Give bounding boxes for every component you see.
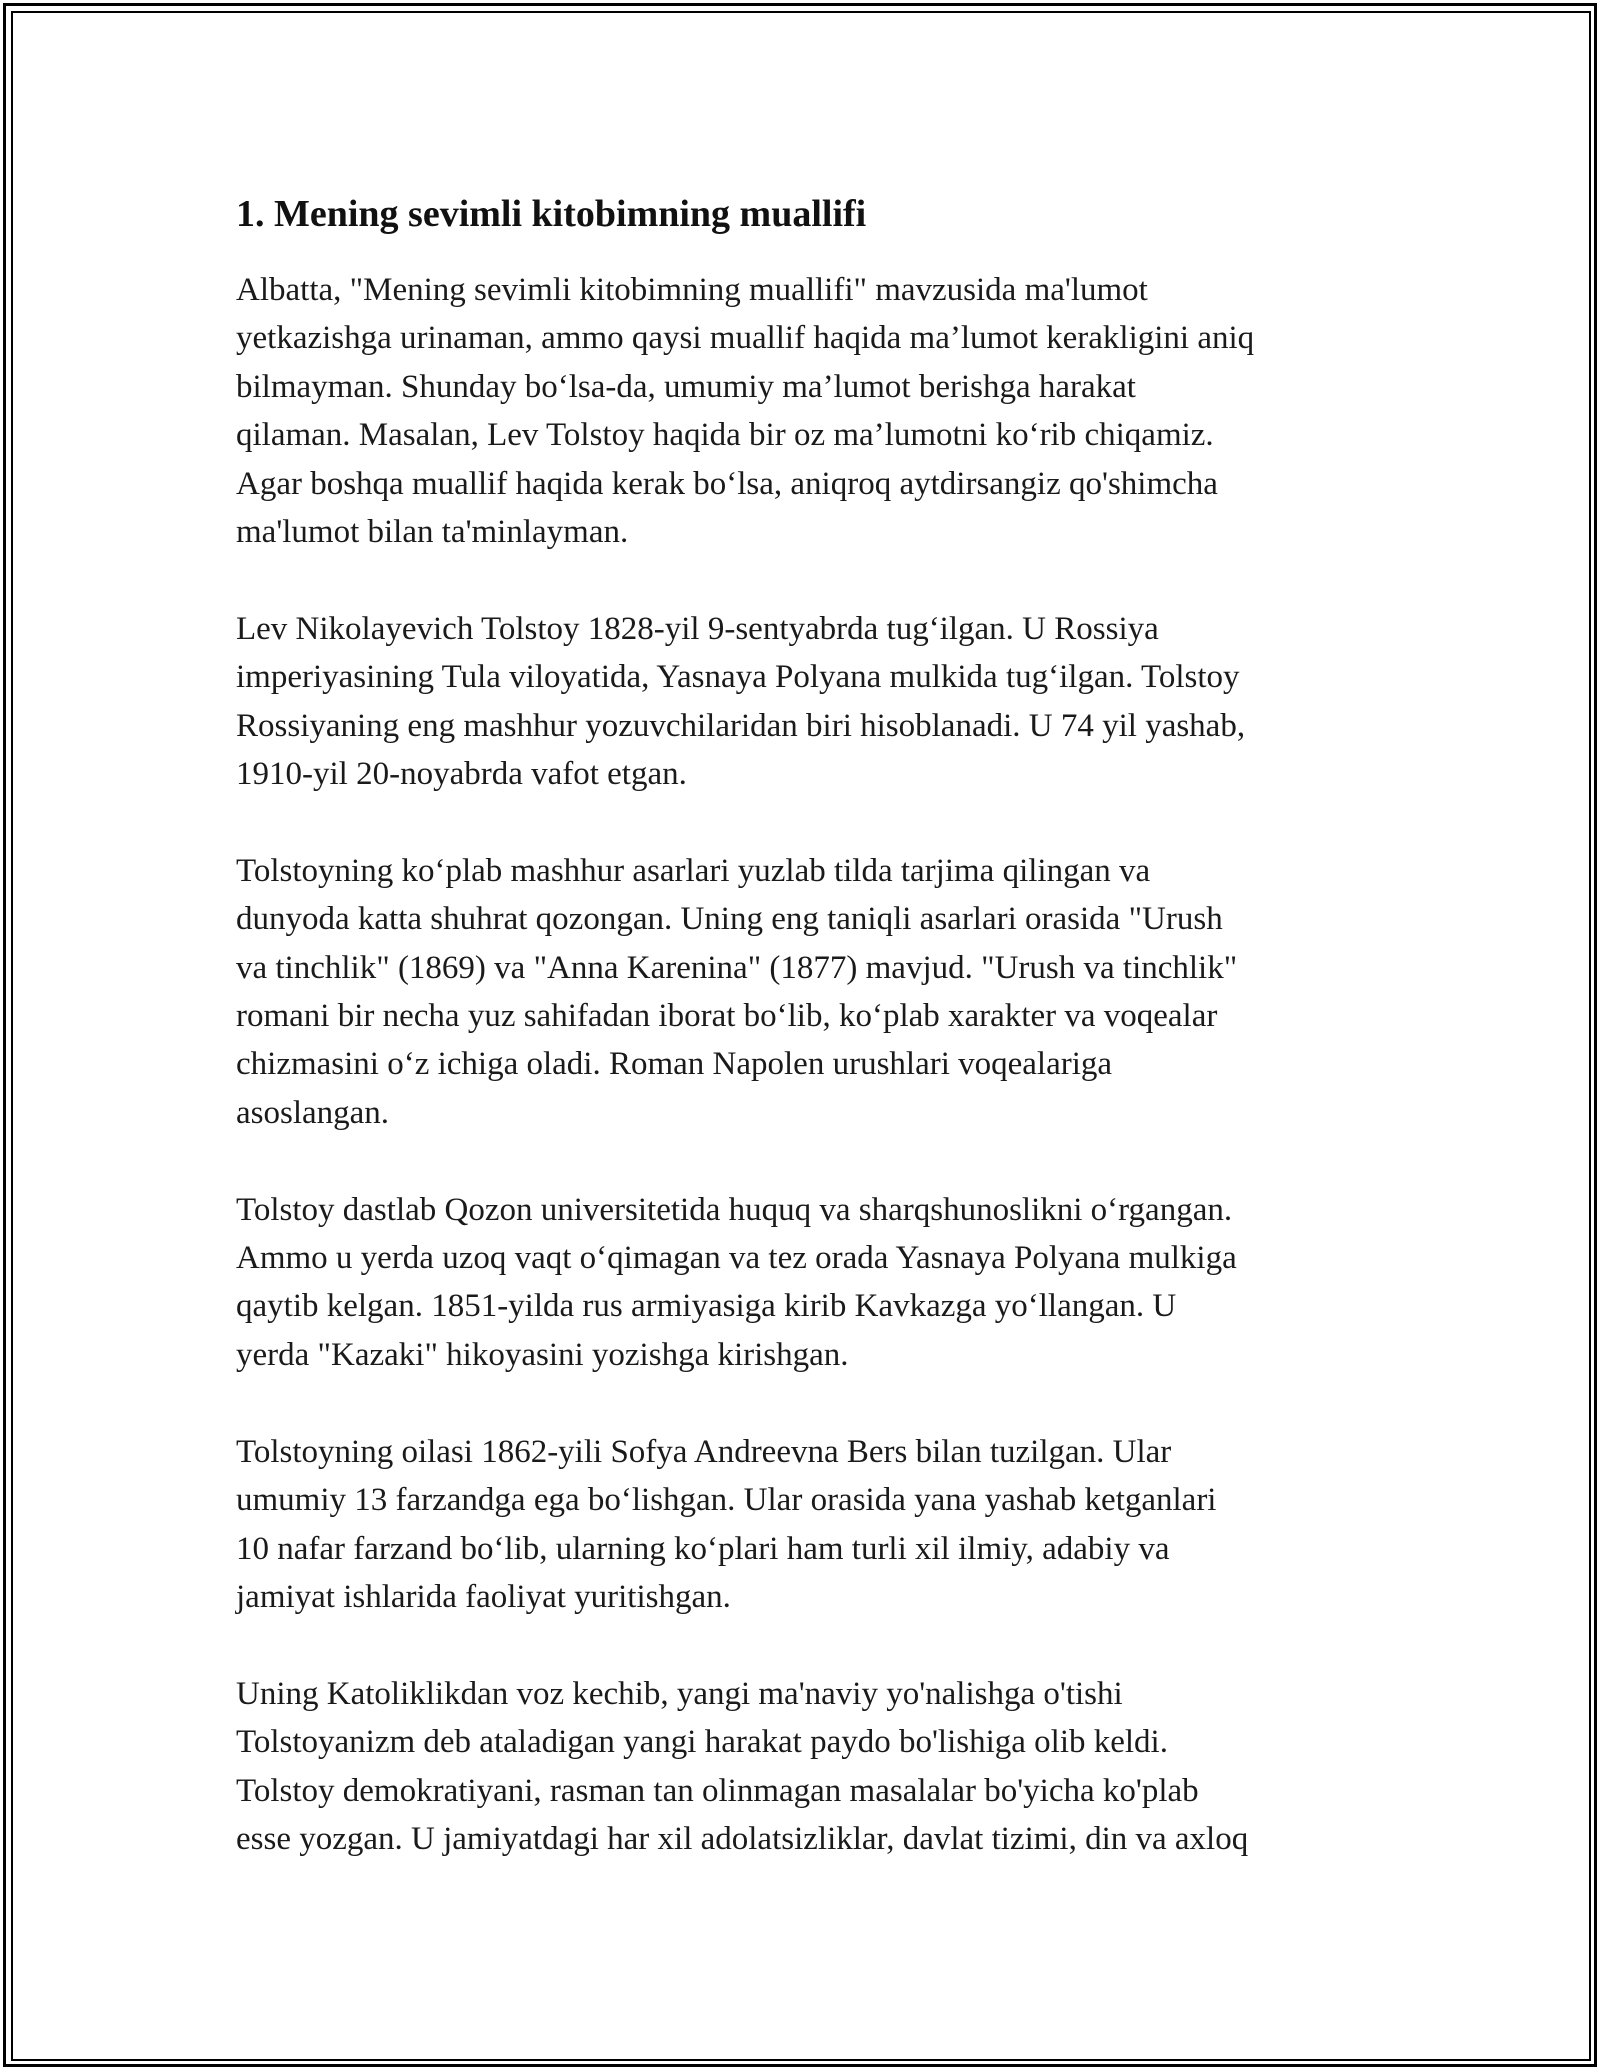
document-body xyxy=(236,190,1371,1863)
section-heading: 1. Mening sevimli kitobimning muallifi xyxy=(236,193,867,235)
paragraph-education: Tolstoy dastlab Qozon universitetida huquq va sharqshunoslikni o‘rgangan. Ammo u yerda uzoq vaqt o‘qimagan va tez orada Yasnaya Polyana mulkiga qaytib kelgan. 1851-yilda rus armiyasiga kirib Kavkazga yo‘llangan. U yerda "Kazaki" hikoyasini yozishga kirishgan. xyxy=(236,1191,1237,1373)
paragraph-intro: Albatta, "Mening sevimli kitobimning muallifi" mavzusida ma'lumot yetkazishga urinaman, ammo qaysi muallif haqida ma’lumot kerakligini aniq bilmayman. Shunday bo‘lsa-da, umumiy ma’lumot berishga harakat qilaman. Masalan, Lev Tolstoy haqida bir oz ma’lumotni ko‘rib chiqamiz. Agar boshqa muallif haqida kerak bo‘lsa, aniqroq aytdirsangiz qo'shimcha ma'lumot bilan ta'minlayman. xyxy=(236,272,1255,551)
paragraph-birth: Lev Nikolayevich Tolstoy 1828-yil 9-sentyabrda tug‘ilgan. U Rossiya imperiyasining Tula viloyatida, Yasnaya Polyana mulkida tug‘ilgan. Tolstoy Rossiyaning eng mashhur yozuvchilaridan biri hisoblanadi. U 74 yil yashab, 1910-yil 20-noyabrda vafot etgan. xyxy=(236,610,1246,793)
paragraph-tolstoyism: Uning Katoliklikdan voz kechib, yangi ma'naviy yo'nalishga o'tishi Tolstoyanizm deb ataladigan yangi harakat paydo bo'lishiga olib keldi. Tolstoy demokratiyani, rasman tan olinmagan masalalar bo'yicha ko'plab esse yozgan. U jamiyatdagi har xil adolatsizliklar, davlat tizimi, din va axloq xyxy=(236,1675,1249,1857)
paragraph-family: Tolstoyning oilasi 1862-yili Sofya Andreevna Bers bilan tuzilgan. Ular umumiy 13 farzandga ega bo‘lishgan. Ular orasida yana yashab ketganlari 10 nafar farzand bo‘lib, ularning ko‘plari ham turli xil ilmiy, adabiy va jamiyat ishlarida faoliyat yuritishgan. xyxy=(236,1433,1217,1615)
paragraph-works: Tolstoyning ko‘plab mashhur asarlari yuzlab tilda tarjima qilingan va dunyoda katta shuhrat qozongan. Uning eng taniqli asarlari orasida "Urush va tinchlik" (1869) va "Anna Karenina" (1877) mavjud. "Urush va tinchlik" romani bir necha yuz sahifadan iborat bo‘lib, ko‘plab xarakter va voqealar chizmasini o‘z ichiga oladi. Roman Napolen urushlari voqealariga asoslangan. xyxy=(236,852,1238,1131)
